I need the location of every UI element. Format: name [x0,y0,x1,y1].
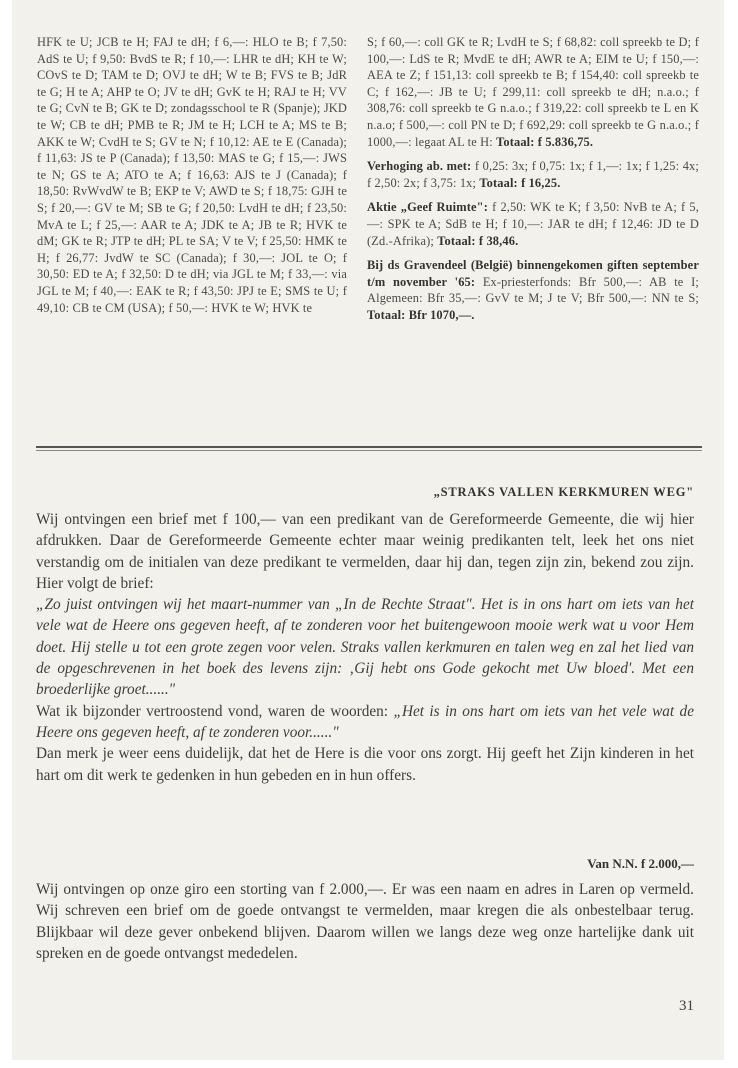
page [12,0,724,1060]
section-divider [36,446,702,451]
comment-quote: „Het is in ons hart om iets van het vele wat de Heere ons gegeven heeft, af te zonderen voor......" [36,702,694,741]
subscription-increase-text: f 0,25: 3x; f 0,75: 1x; f 1,—: 1x; f 1,25: 4x; f 2,50: 2x; f 3,75: 1x; [367,159,699,190]
article-body [36,509,694,786]
geef-ruimte-section [367,199,699,249]
comment-start: Wat ik bijzonder vertroostend vond, waren de woorden: [36,702,394,720]
page-edge [724,0,738,1068]
belgium-total: Totaal: Bfr 1070,—. [367,307,475,322]
second-article-heading: Van N.N. f 2.000,— [587,856,694,871]
belgium-section [367,257,699,323]
donation-list-continuation [367,34,699,150]
article-intro: Wij ontvingen een brief met f 100,— van een predikant van de Gereformeerde Gemeente, die wij hier afdrukken. Daar de Gereformeerde Gemeente echter maar weinig predikanten telt, leek het ons niet verstandig om de initialen van deze predikant te vermelden, daar hij dan, tegen zijn zin, bekend zou zijn. Hier volgt de brief: [36,511,694,592]
geef-ruimte-text: f 2,50: WK te K; f 3,50: NvB te A; f 5,—: SPK te A; SdB te H; f 10,—: JAR te dH; f 12,46: JD te D (Zd.-Afrika); [367,200,700,248]
subscription-increase-label: Verhoging ab. met: [367,159,475,174]
second-article-text: Wij ontvingen op onze giro een storting van f 2.000,—. Er was een naam en adres in Laren op vermeld. Wij schreven een brief om de goede ontvangst te vermelden, maar kregen die als onbestelbaar terug. Blijkbaar wil deze gever onbekend blijven. Daarom willen we langs deze weg onze hartelijke dank uit spreken en de goede ontvangst mededelen. [36,881,694,962]
geef-ruimte-total: Totaal: f 38,46. [437,233,519,248]
article-title: „STRAKS VALLEN KERKMUREN WEG" [433,485,694,499]
donation-list-text: HFK te U; JCB te H; FAJ te dH; f 6,—: HLO te B; f 7,50: AdS te U; f 9,50: BvdS te R; f 10,—: LHR te dH; KH te W; COvS te D; TAM te D; OVJ te dH; W te B; FVS te B; JdR te G; H te A; AHP te O; JV te dH; GvK te H; RAJ te H; VV te G; CvN te B; GK te D; zondagsschool te R (Spanje); JKD te W; CB te dH; PMB te R; JM te H; LCH te A; MS te B; AKK te W; CvdH te S; GV te N; f 10,12: AE te E (Canada); f 11,63: JS te P (Canada); f 13,50: MAS te G; f 15,—: JWS te N; GS te A; ATO te A; f 16,63: AJS te J (Canada); f 18,50: RvWvdW te B; EKP te V; AWD te S; f 18,75: GJH te S; f 20,—: GV te M; SB te G; f 20,50: LvdH te dH; f 23,50: MvA te L; f 25,—: AAR te A; JDK te A; JB te R; HVK te dM; GK te R; JTP te dH; PL te SA; V te V; f 25,50: HMK te H; f 26,77: JvdW te SC (Canada); f 30,—: JOL te O; f 30,50: ED te A; f 32,50: D te dH; via JGL te M; f 33,—: via JGL te M; f 40,—: EAK te R; f 43,50: JPJ te E; SMS te U; f 49,10: CB te CM (USA); f 50,—: HVK te W; HVK te [37,35,347,315]
continuation-text: S; f 60,—: coll GK te R; LvdH te S; f 68,82: coll spreekb te D; f 100,—: LdS te R; MvdE te dH; AWR te A; EIM te U; f 150,—: AEA te Z; f 151,13: coll spreekb te B; f 154,40: coll spreekb te C; f 162,—: JB te U; f 299,11: coll spreekb te dH; n.a.o.; f 308,76: coll spreekb te G n.a.o.; f 319,22: coll spreekb te L en K n.a.o; f 500,—: coll PN te D; f 692,29: coll spreekb te G n.a.o.; f 1000,—: legaat AL te H: [367,35,699,149]
article-letter-quote: „Zo juist ontvingen wij het maart-nummer van „In de Rechte Straat". Het is in ons hart om iets van het vele wat de Heere ons gegeven heeft, af te zonderen voor het buitengewoon mooie werk wat u voor Hem doet. Hij stelle u tot een grote zegen voor velen. Straks vallen kerkmuren en talen weg en zal het lied van de opgeschrevenen in het boek des levens zijn: ‚Gij hebt ons Gode gekocht met Uw bloed'. Met een broederlijke groet......" [36,596,694,699]
subscription-increase-total: Totaal: f 16,25. [479,175,561,190]
belgium-label: Bij ds Gravendeel (België) binnengekomen giften september t/m november '65: [367,258,699,289]
article-comment-end: Dan merk je weer eens duidelijk, dat het de Here is die voor ons zorgt. Hij geeft het Zijn kinderen in het hart om dit werk te gedenken in hun gebeden en in hun offers. [36,745,694,784]
article-comment [36,701,694,744]
donation-list-left-column [37,34,347,324]
belgium-text: Ex-priesterfonds: Bfr 500,—: AB te I; Algemeen: Bfr 35,—: GvV te M; J te V; Bfr 500,—: NN te S; [367,274,699,306]
total-amount: Totaal: f 5.836,75. [496,134,594,149]
subscription-increase-section [367,158,699,191]
geef-ruimte-label: Aktie „Geef Ruimte": [367,200,493,215]
page-number: 31 [679,998,694,1014]
second-article-body [36,879,694,964]
donation-list-right-column [367,34,699,332]
